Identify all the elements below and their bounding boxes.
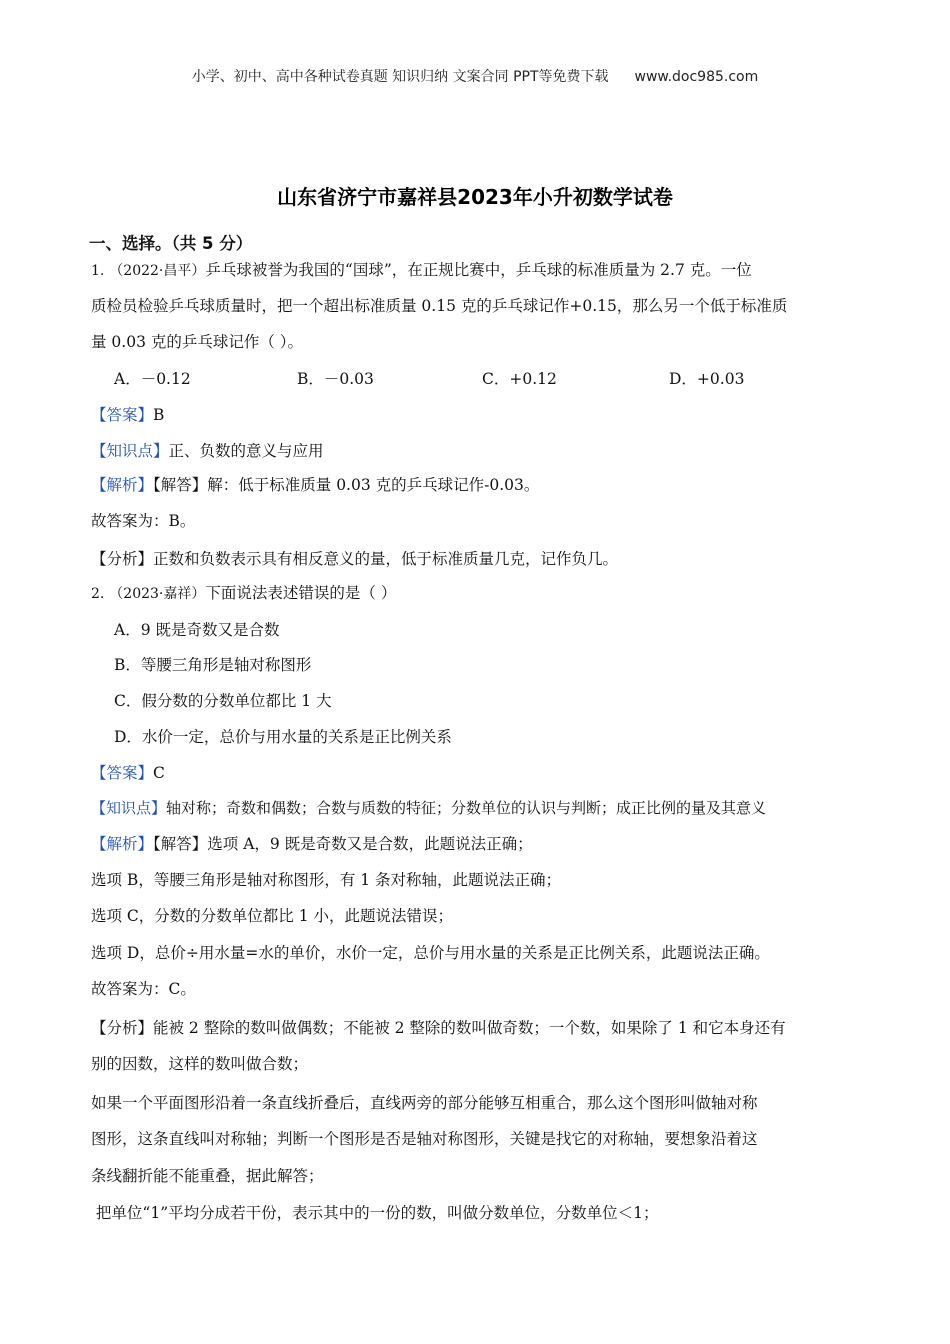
- q1-line-1: [91, 258, 752, 280]
- q2-analysis-label: 【解析】: [91, 835, 154, 853]
- q1-option-b: B．－0.03: [297, 370, 374, 388]
- q2-kp-label: 【知识点】: [91, 799, 167, 817]
- q2-option-a: A．9 既是奇数又是合数: [114, 621, 280, 639]
- q2-number: 2.: [91, 586, 105, 602]
- q1-answer-value: B: [153, 406, 165, 424]
- q2-answer-value: C: [153, 764, 165, 782]
- q2-option-c: C．假分数的分数单位都比 1 大: [114, 692, 332, 710]
- q1-knowledge-point: [91, 439, 324, 461]
- q2-fenxi-line-4: 图形，这条直线叫对称轴；判断一个图形是否是轴对称图形，关键是找它的对称轴，要想象沿着这: [91, 1130, 758, 1148]
- q2-fenxi-line-1: 【分析】能被 2 整除的数叫做偶数；不能被 2 整除的数叫做奇数；一个数，如果除了 1 和它本身还有: [91, 1019, 786, 1037]
- section-heading: 一、选择。（共 5 分）: [89, 234, 253, 253]
- q2-analysis-line-4: 选项 D，总价÷用水量=水的单价，水价一定，总价与用水量的关系是正比例关系，此题说法正确。: [91, 944, 770, 962]
- q2-stem-text: 下面说法表述错误的是（ ）: [205, 584, 397, 602]
- q1-stem-line-2: 质检员检验乒乓球质量时，把一个超出标准质量 0.15 克的乒乓球记作+0.15，那么另一个低于标准质: [91, 297, 788, 315]
- q2-analysis-text-1: 【解答】选项 A，9 既是奇数又是合数，此题说法正确；: [153, 835, 533, 853]
- header-site: www.doc985.com: [634, 69, 759, 85]
- q2-analysis-line-2: 选项 B，等腰三角形是轴对称图形，有 1 条对称轴，此题说法正确；: [91, 871, 562, 889]
- q1-kp-value: 正、负数的意义与应用: [168, 442, 324, 460]
- q1-analysis-label: 【解析】: [91, 476, 154, 494]
- q2-fenxi-line-6: 把单位“1”平均分成若干份，表示其中的一份的数，叫做分数单位，分数单位＜1；: [91, 1204, 659, 1222]
- q2-fenxi-line-3: 如果一个平面图形沿着一条直线折叠后，直线两旁的部分能够互相重合，那么这个图形叫做轴对称: [91, 1094, 758, 1112]
- q1-analysis-text: 【解答】解：低于标准质量 0.03 克的乒乓球记作-0.03。: [153, 476, 540, 494]
- q2-fenxi-line-2: 别的因数，这样的数叫做合数；: [91, 1055, 309, 1073]
- q1-option-d: D．+0.03: [669, 370, 745, 388]
- q1-source: （2022·昌平）: [109, 263, 206, 279]
- q2-kp-value: 轴对称；奇数和偶数；合数与质数的特征；分数单位的认识与判断；成正比例的量及其意义: [166, 799, 767, 817]
- q1-conclusion: 故答案为：B。: [91, 512, 196, 530]
- q1-fenxi: 【分析】正数和负数表示具有相反意义的量，低于标准质量几克，记作负几。: [91, 550, 619, 568]
- q1-options: [91, 367, 866, 389]
- header-text: 小学、初中、高中各种试卷真题 知识归纳 文案合同 PPT等免费下载: [191, 69, 609, 85]
- page-header: [0, 66, 950, 86]
- q1-answer: [91, 403, 164, 425]
- q2-analysis-line-1: [91, 832, 533, 854]
- q2-answer: [91, 761, 165, 783]
- q1-answer-label: 【答案】: [91, 406, 154, 424]
- q2-option-d: D．水价一定，总价与用水量的关系是正比例关系: [114, 728, 452, 746]
- q2-analysis-line-5: 故答案为：C。: [91, 980, 196, 998]
- q1-number: 1.: [91, 263, 105, 279]
- q2-stem: [91, 581, 396, 603]
- q1-kp-label: 【知识点】: [91, 442, 169, 460]
- q2-analysis-line-3: 选项 C，分数的分数单位都比 1 小，此题说法错误；: [91, 907, 454, 925]
- q1-stem-line-1: 乒乓球被誉为我国的“国球”，在正规比赛中，乒乓球的标准质量为 2.7 克。一位: [205, 261, 752, 279]
- q1-option-a: A．－0.12: [114, 370, 191, 388]
- exam-title: 山东省济宁市嘉祥县2023年小升初数学试卷: [277, 185, 673, 209]
- q1-option-c: C．+0.12: [482, 370, 557, 388]
- q1-analysis: [91, 473, 539, 495]
- q2-option-b: B．等腰三角形是轴对称图形: [114, 656, 312, 674]
- q2-answer-label: 【答案】: [91, 764, 154, 782]
- q2-source: （2023·嘉祥）: [109, 586, 206, 602]
- q2-knowledge-point: [91, 797, 766, 818]
- q1-stem-line-3: 量 0.03 克的乒乓球记作（ ）。: [91, 333, 304, 351]
- q2-fenxi-line-5: 条线翻折能不能重叠，据此解答；: [91, 1167, 324, 1185]
